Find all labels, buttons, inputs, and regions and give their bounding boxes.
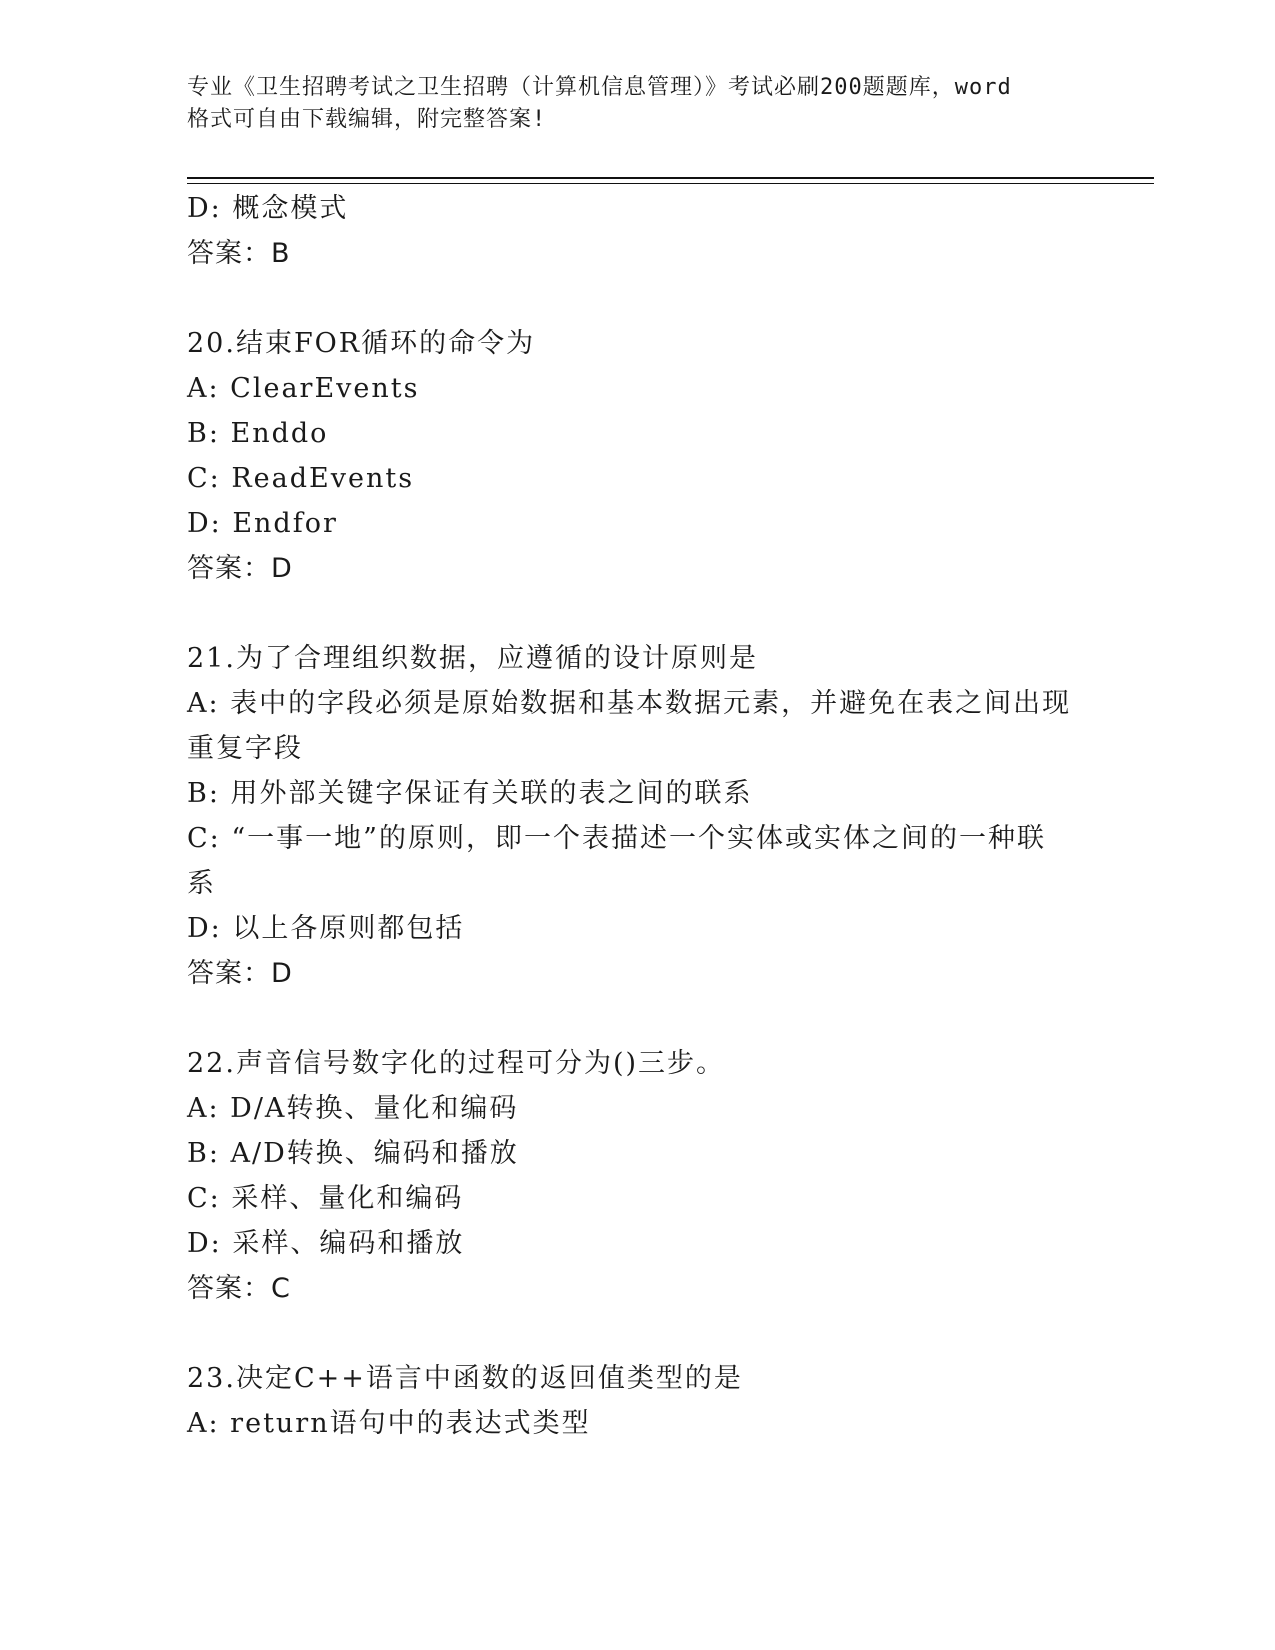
question-stem: 22.声音信号数字化的过程可分为()三步。 bbox=[187, 1048, 726, 1079]
option-c: C: ReadEvents bbox=[187, 463, 415, 494]
option-b: B: A/D转换、编码和播放 bbox=[187, 1138, 519, 1169]
option-c: C: 采样、量化和编码 bbox=[187, 1183, 464, 1214]
document-header bbox=[187, 72, 1087, 136]
header-title-line-1: 专业《卫生招聘考试之卫生招聘（计算机信息管理）》考试必刷200题题库，word bbox=[187, 75, 1012, 100]
option-a: A: return语句中的表达式类型 bbox=[187, 1408, 591, 1439]
question-stem: 21.为了合理组织数据，应遵循的设计原则是 bbox=[187, 643, 758, 674]
option-a-line-2: 重复字段 bbox=[187, 733, 303, 764]
question-20 bbox=[187, 321, 1087, 592]
option-a: A: ClearEvents bbox=[187, 373, 420, 404]
question-19-tail bbox=[187, 186, 1087, 277]
answer-line: 答案：C bbox=[187, 1273, 291, 1304]
header-divider-thin bbox=[187, 183, 1154, 184]
question-22 bbox=[187, 1041, 1087, 1312]
question-list bbox=[187, 186, 1087, 1446]
option-a: A: D/A转换、量化和编码 bbox=[187, 1093, 519, 1124]
header-title-line-2: 格式可自由下载编辑，附完整答案! bbox=[187, 107, 547, 132]
option-a-line-1: A: 表中的字段必须是原始数据和基本数据元素，并避免在表之间出现 bbox=[187, 688, 1072, 719]
option-c-line-2: 系 bbox=[187, 868, 216, 899]
question-stem: 23.决定C++语言中函数的返回值类型的是 bbox=[187, 1363, 743, 1394]
question-23 bbox=[187, 1356, 1087, 1446]
option-d: D: Endfor bbox=[187, 508, 338, 539]
answer-line: 答案：D bbox=[187, 553, 293, 584]
option-b: B: 用外部关键字保证有关联的表之间的联系 bbox=[187, 778, 753, 809]
option-d: D: 概念模式 bbox=[187, 193, 349, 224]
option-b: B: Enddo bbox=[187, 418, 329, 449]
header-divider-thick bbox=[187, 177, 1154, 179]
option-d: D: 以上各原则都包括 bbox=[187, 913, 465, 944]
option-d: D: 采样、编码和播放 bbox=[187, 1228, 465, 1259]
option-c-line-1: C: “一事一地”的原则，即一个表描述一个实体或实体之间的一种联 bbox=[187, 823, 1046, 854]
answer-line: 答案：B bbox=[187, 238, 291, 269]
question-21 bbox=[187, 636, 1087, 997]
answer-line: 答案：D bbox=[187, 958, 293, 989]
question-stem: 20.结束FOR循环的命令为 bbox=[187, 328, 536, 359]
